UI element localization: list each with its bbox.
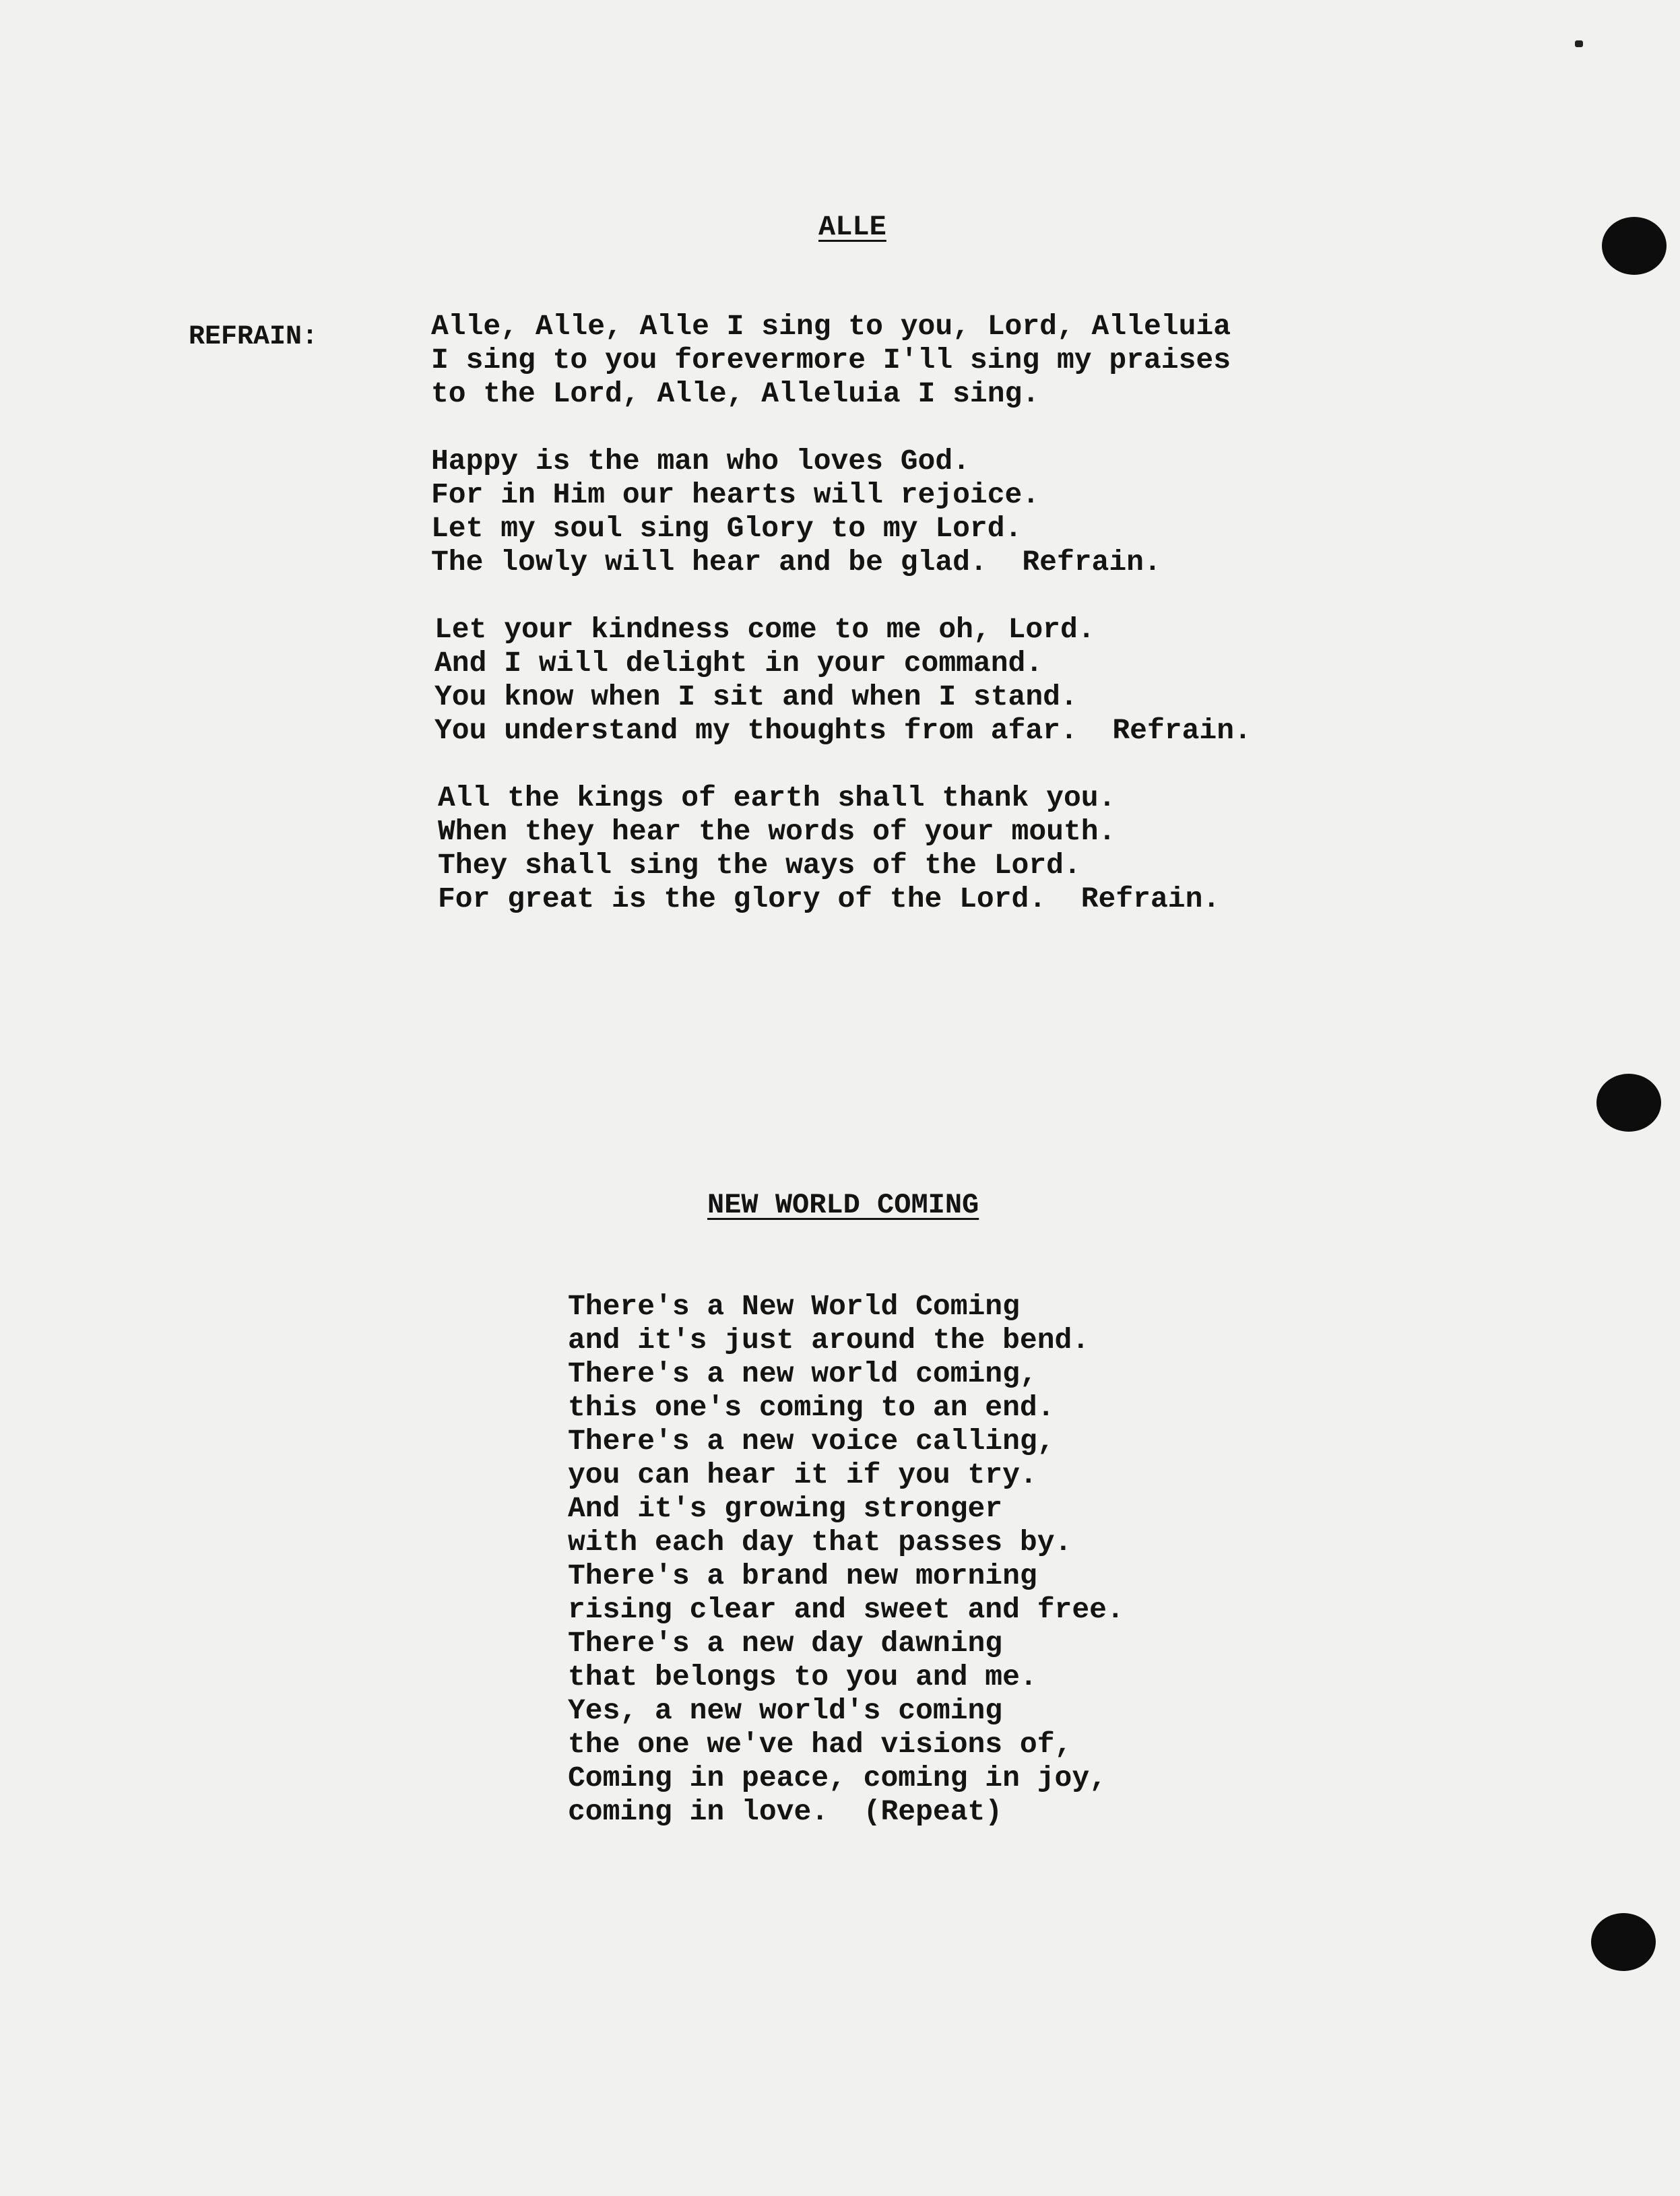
song-line: There's a brand new morning: [568, 1559, 1037, 1592]
verse-line: Happy is the man who loves God.: [431, 445, 970, 478]
song-line: There's a New World Coming: [568, 1290, 1020, 1323]
refrain-line: to the Lord, Alle, Alleluia I sing.: [431, 377, 1040, 410]
verse-line: You know when I sit and when I stand.: [434, 680, 1078, 713]
song-line: Yes, a new world's coming: [568, 1694, 1003, 1727]
refrain-line: I sing to you forevermore I'll sing my praises: [431, 344, 1231, 377]
song-line: There's a new voice calling,: [568, 1425, 1055, 1458]
verse-line: They shall sing the ways of the Lord.: [438, 849, 1081, 882]
verse-line: The lowly will hear and be glad. Refrain.: [431, 546, 1161, 579]
punch-hole-middle: [1596, 1074, 1661, 1132]
verse-line: Let my soul sing Glory to my Lord.: [431, 512, 1023, 545]
punch-hole-top: [1602, 217, 1667, 275]
verse-line: You understand my thoughts from afar. Refrain.: [434, 714, 1252, 747]
punch-hole-bottom: [1591, 1913, 1656, 1971]
song-title-alle: ALLE: [818, 211, 886, 243]
song-line: this one's coming to an end.: [568, 1391, 1055, 1424]
song-line: There's a new day dawning: [568, 1627, 1003, 1660]
verse-line: When they hear the words of your mouth.: [438, 815, 1116, 848]
verse-line: All the kings of earth shall thank you.: [438, 781, 1116, 814]
song-line: with each day that passes by.: [568, 1526, 1072, 1559]
refrain-label: REFRAIN:: [189, 322, 319, 352]
song-line: There's a new world coming,: [568, 1357, 1037, 1390]
speck-mark: [1575, 40, 1583, 47]
verse-line: Let your kindness come to me oh, Lord.: [434, 613, 1095, 646]
song-line: Coming in peace, coming in joy,: [568, 1762, 1107, 1795]
song-line: rising clear and sweet and free.: [568, 1593, 1124, 1626]
song-line: and it's just around the bend.: [568, 1324, 1090, 1357]
song-line: that belongs to you and me.: [568, 1660, 1037, 1693]
verse-line: For in Him our hearts will rejoice.: [431, 478, 1040, 511]
verse-line: And I will delight in your command.: [434, 647, 1043, 680]
refrain-line: Alle, Alle, Alle I sing to you, Lord, Alleluia: [431, 310, 1231, 343]
song-title-new-world-coming: NEW WORLD COMING: [707, 1189, 979, 1221]
verse-line: For great is the glory of the Lord. Refrain.: [438, 882, 1221, 915]
song-line: you can hear it if you try.: [568, 1458, 1037, 1491]
song-line: the one we've had visions of,: [568, 1728, 1072, 1761]
song-line: coming in love. (Repeat): [568, 1795, 1003, 1828]
song-line: And it's growing stronger: [568, 1492, 1003, 1525]
